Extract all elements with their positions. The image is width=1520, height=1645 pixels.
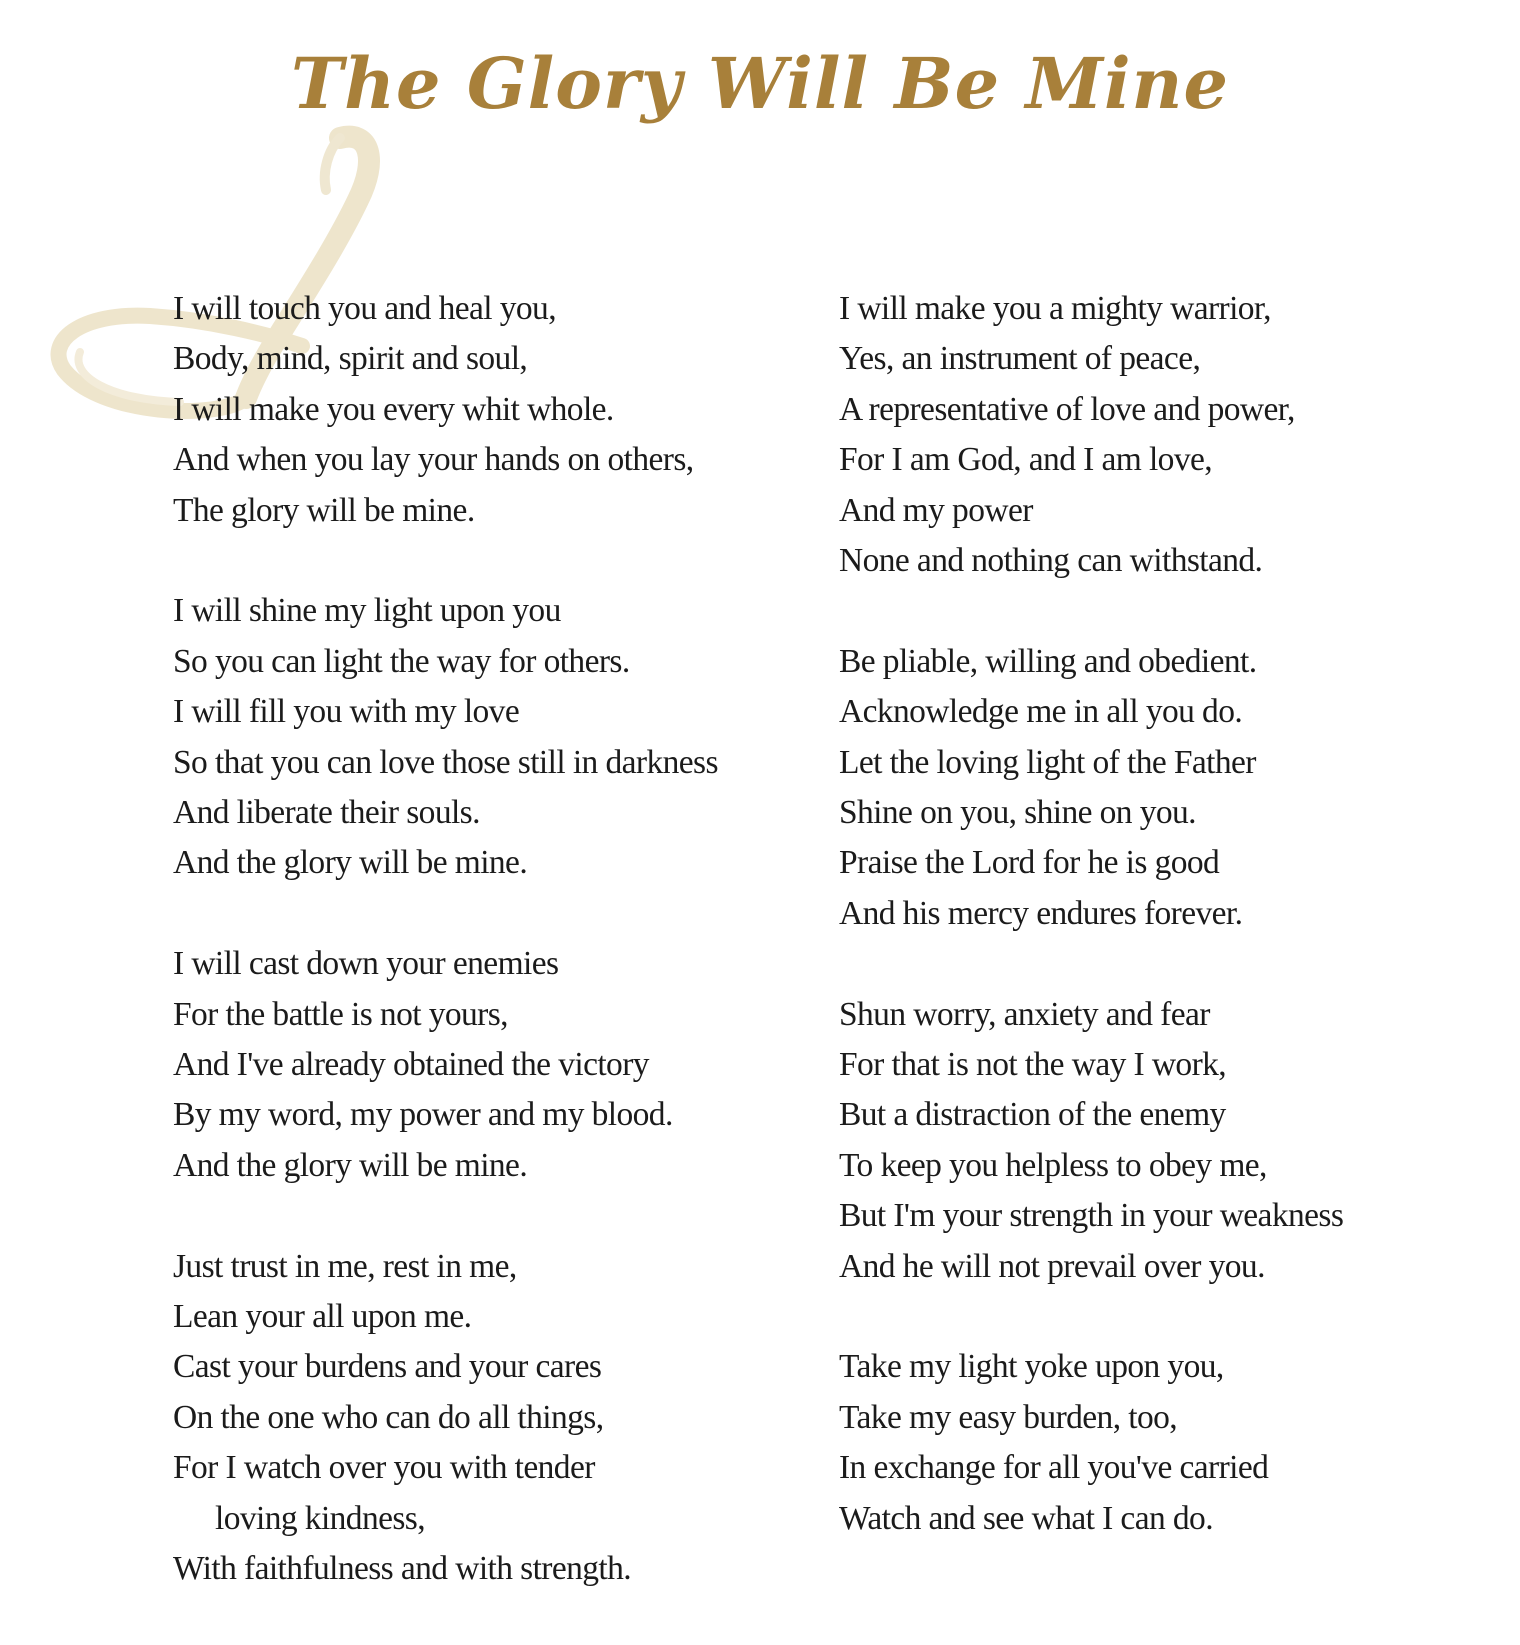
- poem-line: Take my light yoke upon you,: [839, 1348, 1224, 1386]
- poem-line: Cast your burdens and your cares: [173, 1348, 602, 1386]
- poem-line: So that you can love those still in darkness: [173, 743, 718, 781]
- poem-line: Take my easy burden, too,: [839, 1398, 1178, 1436]
- poem-line: For the battle is not yours,: [173, 995, 508, 1033]
- stanza: [173, 939, 718, 1191]
- poem-line: Lean your all upon me.: [173, 1298, 472, 1336]
- poem-line: On the one who can do all things,: [173, 1398, 604, 1436]
- stanza: [173, 1242, 718, 1595]
- poem-line: A representative of love and power,: [839, 390, 1295, 428]
- poem-line: I will fill you with my love: [173, 693, 520, 731]
- poem-line: I will shine my light upon you: [173, 592, 561, 630]
- left-column: [173, 284, 718, 1645]
- poem-line: With faithfulness and with strength.: [173, 1550, 632, 1588]
- poem-line: And the glory will be mine.: [173, 844, 528, 882]
- poem-line: Watch and see what I can do.: [839, 1499, 1213, 1537]
- stanza: [839, 990, 1343, 1292]
- right-column: [839, 284, 1343, 1595]
- poem-line: I will make you every whit whole.: [173, 390, 614, 428]
- poem-line: And my power: [839, 491, 1033, 529]
- poem-title: The Glory Will Be Mine: [291, 42, 1229, 125]
- poem-line: And he will not prevail over you.: [839, 1247, 1265, 1285]
- stanza: [839, 1342, 1343, 1544]
- stanza: [839, 284, 1343, 586]
- poem-line: To keep you helpless to obey me,: [839, 1146, 1267, 1184]
- poem-line: I will make you a mighty warrior,: [839, 290, 1271, 327]
- poem-line: So you can light the way for others.: [173, 642, 630, 680]
- poem-line: But a distraction of the enemy: [839, 1096, 1226, 1134]
- poem-line: Acknowledge me in all you do.: [839, 693, 1243, 731]
- poem-line: Shun worry, anxiety and fear: [839, 995, 1210, 1033]
- poem-line: For I watch over you with tender: [173, 1449, 595, 1487]
- poem-line: By my word, my power and my blood.: [173, 1096, 673, 1134]
- poem-line: For I am God, and I am love,: [839, 441, 1213, 479]
- stanza: [173, 284, 718, 536]
- poem-line: None and nothing can withstand.: [839, 542, 1263, 580]
- poem-line: Praise the Lord for he is good: [839, 844, 1220, 882]
- poem-line: Yes, an instrument of peace,: [839, 340, 1201, 378]
- poem-line: Be pliable, willing and obedient.: [839, 642, 1257, 680]
- poem-line: And the glory will be mine.: [173, 1146, 528, 1184]
- stanza: [173, 586, 718, 888]
- poem-line: Just trust in me, rest in me,: [173, 1247, 517, 1285]
- stanza: [839, 637, 1343, 939]
- poem-line: I will cast down your enemies: [173, 945, 559, 983]
- poem-line: And liberate their souls.: [173, 794, 480, 832]
- poem-line: And when you lay your hands on others,: [173, 441, 694, 479]
- poem-line: In exchange for all you've carried: [839, 1449, 1269, 1487]
- poem-line: Let the loving light of the Father: [839, 743, 1256, 781]
- poem-line: Body, mind, spirit and soul,: [173, 340, 528, 378]
- poem-line: And his mercy endures forever.: [839, 894, 1243, 932]
- poem-line: But I'm your strength in your weakness: [839, 1197, 1344, 1235]
- poem-line: And I've already obtained the victory: [173, 1046, 649, 1084]
- poem-line: For that is not the way I work,: [839, 1046, 1227, 1084]
- poem-line: The glory will be mine.: [173, 491, 475, 529]
- poem-line: Shine on you, shine on you.: [839, 794, 1196, 832]
- poem-line: I will touch you and heal you,: [173, 290, 556, 327]
- poem-line: loving kindness,: [215, 1499, 426, 1537]
